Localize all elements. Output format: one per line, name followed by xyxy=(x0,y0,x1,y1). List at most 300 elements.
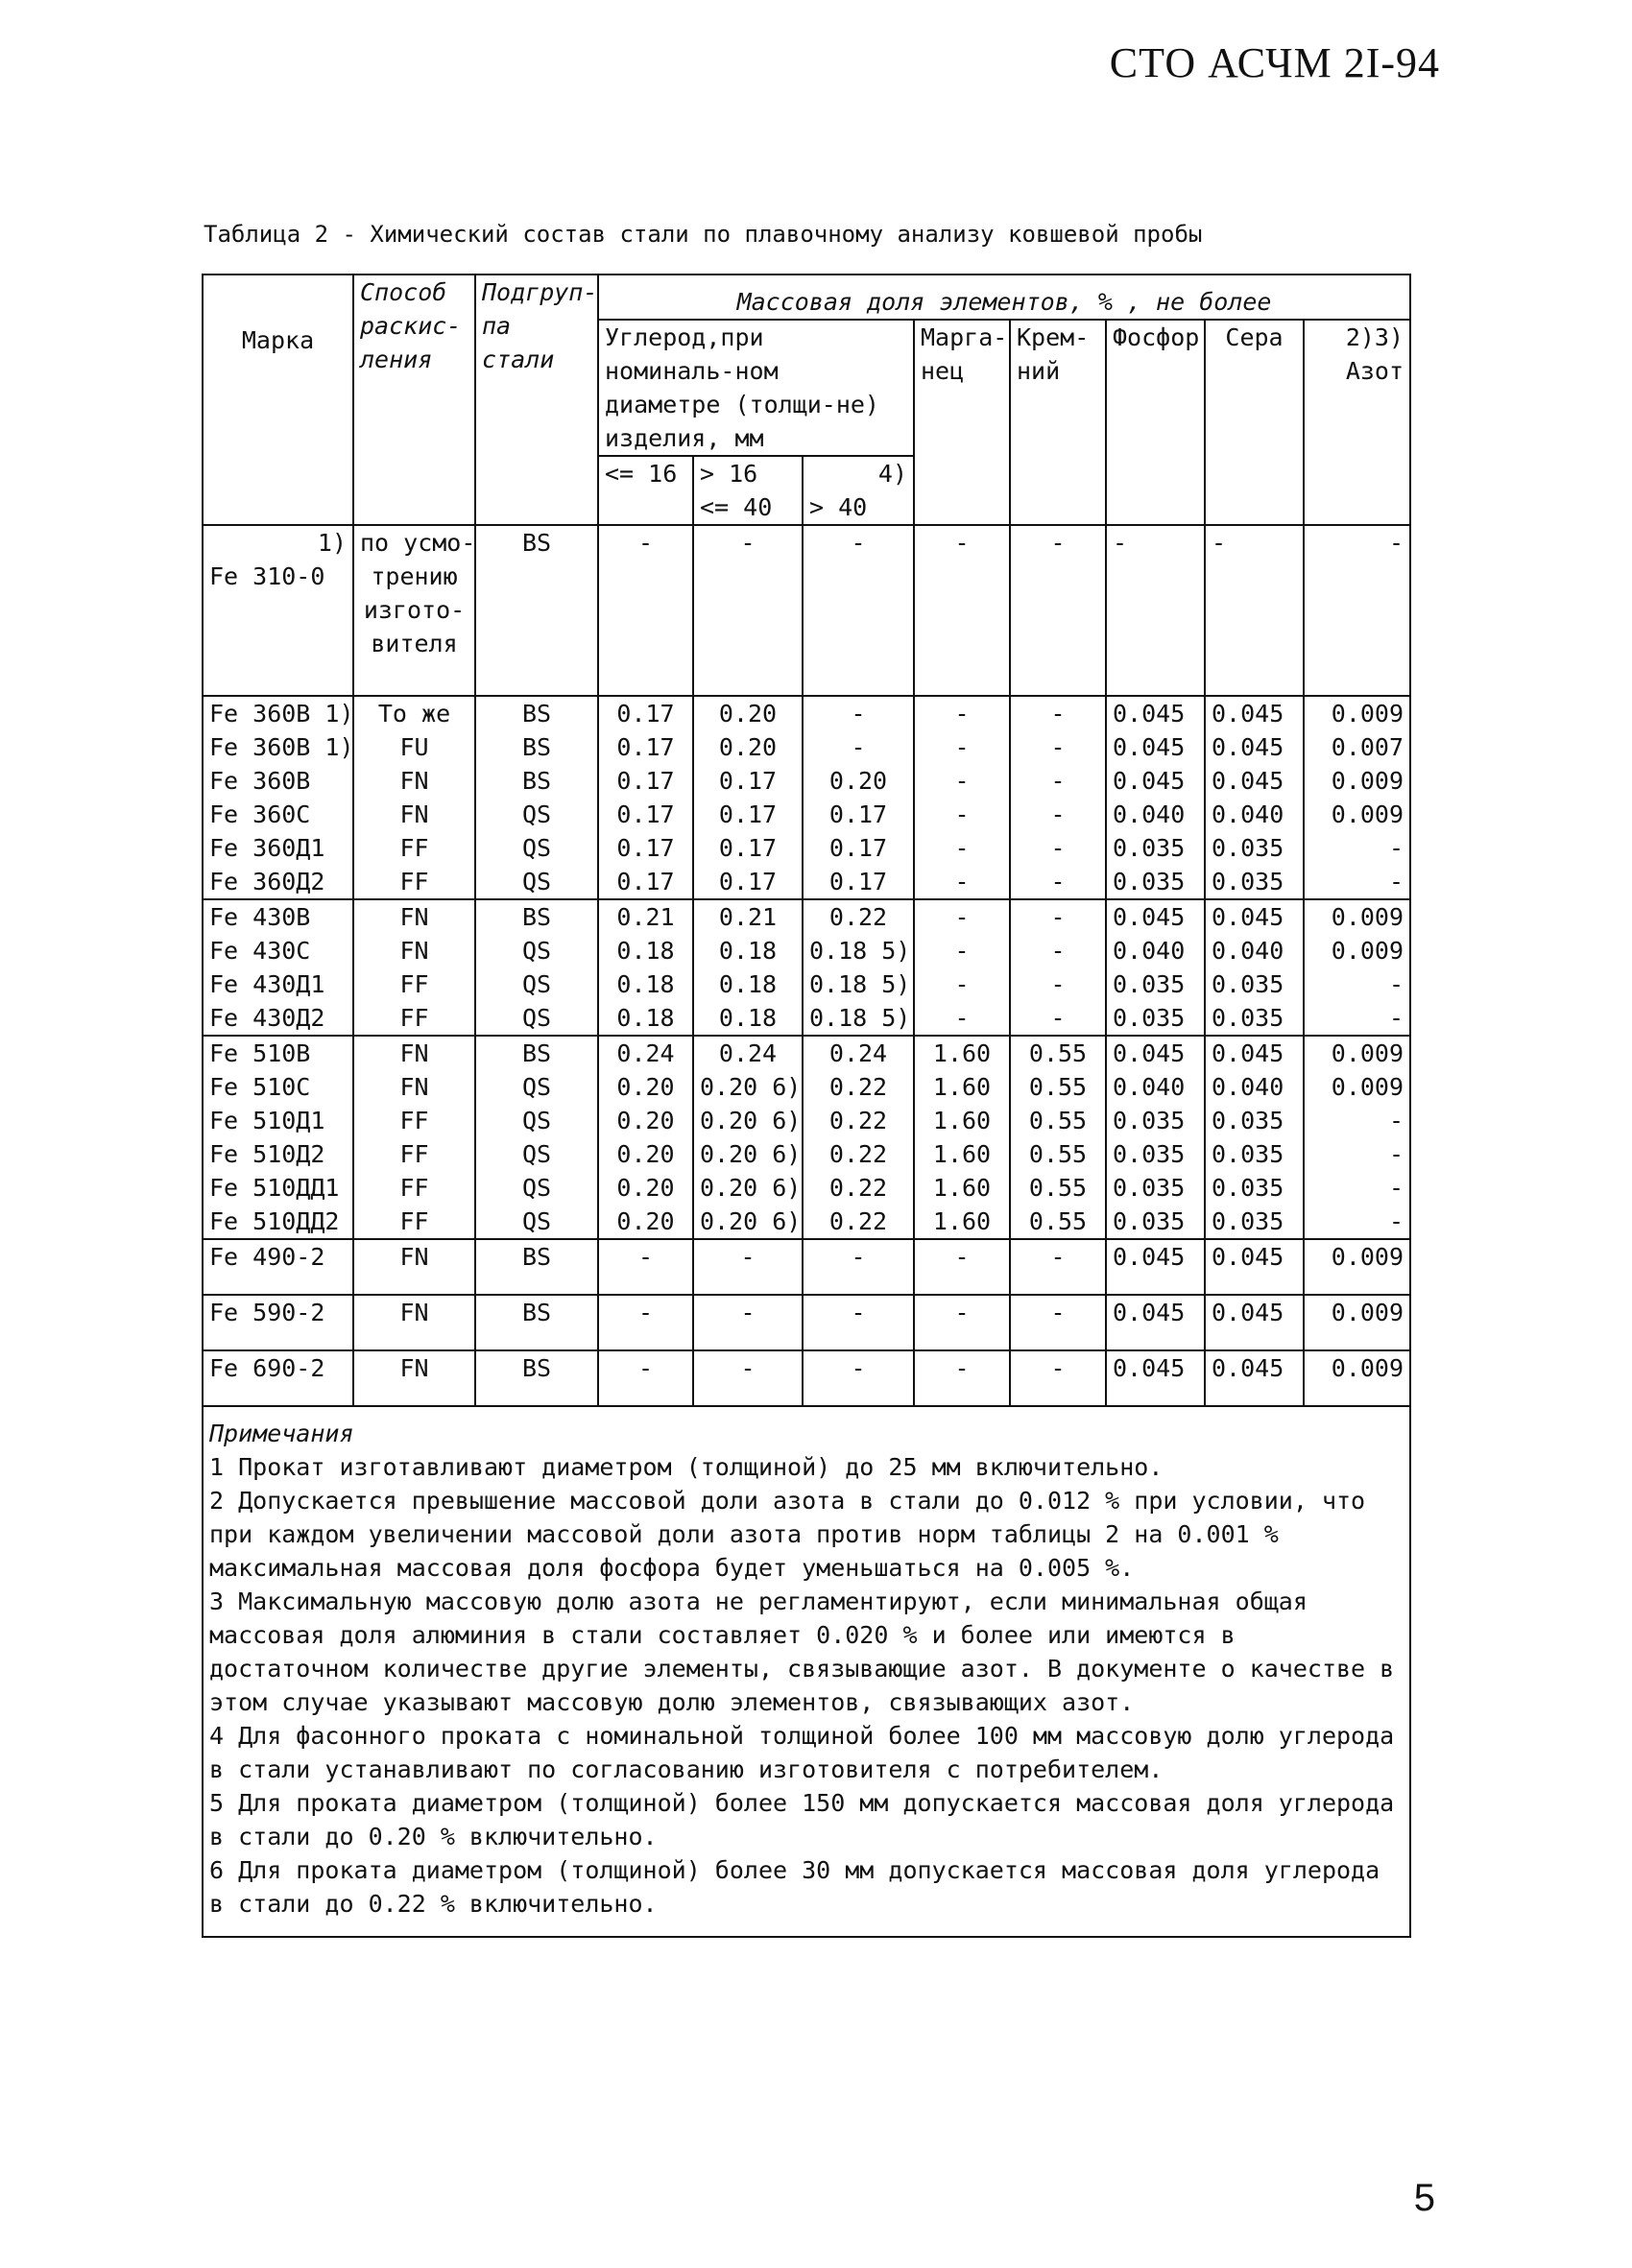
cell-line: 0.18 xyxy=(718,937,778,965)
cell-carbon-le16 xyxy=(598,696,693,899)
header-silicon: Крем-ний xyxy=(1010,320,1106,525)
cell-line: - xyxy=(1050,1354,1066,1382)
document-code: СТО АСЧМ 2I-94 xyxy=(1109,39,1440,86)
cell-line: FF xyxy=(399,834,429,862)
note-item: 2 Допускается превышение массовой доли азота в стали до 0.012 % при условии, что при каждом увеличении массовой доли азота против норм таблицы 2 на 0.001 % максимальная массовая доля фосфора будет уменьшаться на 0.005 %. xyxy=(209,1487,1366,1582)
cell-line: FU xyxy=(399,733,429,761)
cell-line: - xyxy=(740,529,756,557)
cell-line: - xyxy=(1050,903,1066,931)
cell-line: FN xyxy=(399,1299,429,1326)
cell-line: 0.18 5) xyxy=(809,1004,911,1032)
cell-line: 0.55 xyxy=(1028,1207,1088,1235)
cell-line: 0.20 6) xyxy=(700,1073,802,1101)
cell-line: FN xyxy=(399,903,429,931)
cell-line: 1.60 xyxy=(932,1107,992,1134)
cell-line: - xyxy=(1050,1004,1066,1032)
cell-line: - xyxy=(954,767,970,795)
cell-carbon-le16 xyxy=(598,1295,693,1350)
cell-line: 0.045 xyxy=(1113,1243,1186,1271)
cell-carbon-gt40 xyxy=(803,525,914,696)
cell-line: 0.17 xyxy=(828,868,888,895)
notes-section xyxy=(203,1406,1410,1937)
cell-line: 0.17 xyxy=(718,834,778,862)
cell-method xyxy=(353,1350,475,1406)
page-number: 5 xyxy=(1413,2177,1435,2219)
cell-line: 0.18 xyxy=(616,1004,675,1032)
cell-line: - xyxy=(1050,970,1066,998)
cell-line: - xyxy=(954,800,970,828)
cell-phosphorus xyxy=(1106,1036,1205,1239)
note-item: 3 Максимальную массовую долю азота не регламентируют, если минимальная общая массовая доля алюминия в стали составляет 0.020 % и более или имеются в достаточном количестве другие элементы, связывающие азот. В документе о качестве в этом случае указывают массовую долю элементов, связывающих азот. xyxy=(209,1588,1395,1716)
cell-line: FF xyxy=(399,868,429,895)
cell-carbon-16-40 xyxy=(693,1036,803,1239)
cell-line: Fe 360B 1) xyxy=(209,700,354,728)
table-row-group xyxy=(203,899,1410,1036)
cell-line: - xyxy=(1050,937,1066,965)
cell-line: 0.18 xyxy=(718,970,778,998)
cell-line: 0.035 xyxy=(1212,834,1284,862)
cell-silicon xyxy=(1010,1295,1106,1350)
notes-row xyxy=(203,1406,1410,1937)
cell-silicon xyxy=(1010,899,1106,1036)
cell-line: Fe 510Д2 xyxy=(209,1140,325,1168)
cell-carbon-16-40 xyxy=(693,525,803,696)
cell-sulfur xyxy=(1205,1036,1304,1239)
cell-line: - xyxy=(954,700,970,728)
cell-line: 0.17 xyxy=(616,868,675,895)
cell-line: Fe 510ДД1 xyxy=(209,1174,340,1202)
header-nitrogen-note: 2)3) xyxy=(1345,323,1404,351)
cell-method xyxy=(353,1036,475,1239)
cell-line: вителя xyxy=(371,630,458,657)
cell-sulfur xyxy=(1205,1295,1304,1350)
cell-manganese xyxy=(914,1036,1010,1239)
cell-nitrogen xyxy=(1304,1036,1410,1239)
cell-subgroup xyxy=(475,696,598,899)
cell-line: QS xyxy=(521,970,552,998)
cell-line: 0.045 xyxy=(1113,700,1186,728)
cell-line: 0.045 xyxy=(1113,767,1186,795)
cell-line: 0.20 xyxy=(718,700,778,728)
cell-line: - xyxy=(954,903,970,931)
cell-line: 0.17 xyxy=(616,700,675,728)
cell-line: 0.22 xyxy=(828,1207,888,1235)
table-row-group xyxy=(203,1295,1410,1350)
cell-line: 0.040 xyxy=(1113,1073,1186,1101)
cell-line: - xyxy=(954,834,970,862)
cell-line: Fe 360B xyxy=(209,767,311,795)
cell-line: 0.24 xyxy=(616,1039,675,1067)
cell-line: 0.040 xyxy=(1212,1073,1284,1101)
cell-line: - xyxy=(1050,767,1066,795)
cell-line: - xyxy=(1388,868,1404,895)
cell-line: 0.045 xyxy=(1212,1299,1284,1326)
cell-line: 0.009 xyxy=(1331,767,1404,795)
cell-line: 0.045 xyxy=(1212,903,1284,931)
cell-line: 1.60 xyxy=(932,1039,992,1067)
cell-line: 0.035 xyxy=(1113,1207,1186,1235)
note-item: 4 Для фасонного проката с номинальной толщиной более 100 мм массовую долю углерода в стали устанавливают по согласованию изготовителя с потребителем. xyxy=(209,1722,1395,1783)
cell-line: 0.20 xyxy=(718,733,778,761)
cell-method xyxy=(353,696,475,899)
cell-line: 0.035 xyxy=(1212,1107,1284,1134)
cell-line: 0.18 5) xyxy=(809,970,911,998)
cell-line: 0.55 xyxy=(1028,1107,1088,1134)
cell-line: - xyxy=(637,1299,654,1326)
cell-line: - xyxy=(637,1354,654,1382)
cell-line: 0.045 xyxy=(1113,903,1186,931)
cell-carbon-le16 xyxy=(598,1036,693,1239)
cell-line: 0.55 xyxy=(1028,1073,1088,1101)
cell-line: BS xyxy=(521,903,552,931)
note-item: 1 Прокат изготавливают диаметром (толщиной) до 25 мм включительно. xyxy=(209,1453,1164,1481)
cell-nitrogen xyxy=(1304,899,1410,1036)
cell-line: 0.20 xyxy=(616,1140,675,1168)
cell-line: QS xyxy=(521,800,552,828)
cell-phosphorus xyxy=(1106,1295,1205,1350)
cell-line: - xyxy=(851,1299,866,1326)
cell-mark xyxy=(203,1036,353,1239)
cell-carbon-gt40 xyxy=(803,1350,914,1406)
cell-line: - xyxy=(1388,1207,1404,1235)
cell-silicon xyxy=(1010,525,1106,696)
cell-line: 0.009 xyxy=(1331,1243,1404,1271)
cell-sulfur xyxy=(1205,899,1304,1036)
cell-manganese xyxy=(914,899,1010,1036)
cell-line: 0.009 xyxy=(1331,1299,1404,1326)
cell-line: QS xyxy=(521,1207,552,1235)
cell-phosphorus xyxy=(1106,1239,1205,1295)
cell-carbon-16-40 xyxy=(693,1295,803,1350)
cell-line: 0.55 xyxy=(1028,1039,1088,1067)
header-mass-fraction: Массовая доля элементов, % , не более xyxy=(598,275,1410,320)
cell-line: - xyxy=(637,529,654,557)
notes-title: Примечания xyxy=(209,1420,354,1447)
note-item: 5 Для проката диаметром (толщиной) более 150 мм допускается массовая доля углерода в стали до 0.20 % включительно. xyxy=(209,1789,1395,1850)
cell-line: QS xyxy=(521,1004,552,1032)
cell-carbon-16-40 xyxy=(693,899,803,1036)
cell-line: - xyxy=(954,1354,970,1382)
cell-line: 1.60 xyxy=(932,1207,992,1235)
cell-line: 0.035 xyxy=(1212,1207,1284,1235)
cell-phosphorus xyxy=(1106,525,1205,696)
cell-line: FN xyxy=(399,1073,429,1101)
header-mark: Марка xyxy=(203,275,353,525)
cell-nitrogen xyxy=(1304,1295,1410,1350)
cell-line: FF xyxy=(399,1207,429,1235)
cell-line: 0.22 xyxy=(828,1107,888,1134)
cell-mark xyxy=(203,1350,353,1406)
cell-mark xyxy=(203,696,353,899)
cell-line: 0.55 xyxy=(1028,1174,1088,1202)
cell-carbon-gt40 xyxy=(803,696,914,899)
header-sulfur: Сера xyxy=(1205,320,1304,525)
cell-line: Fe 510B xyxy=(209,1039,311,1067)
table-row-group xyxy=(203,1239,1410,1295)
cell-subgroup xyxy=(475,1350,598,1406)
cell-line: - xyxy=(1388,970,1404,998)
cell-carbon-gt40 xyxy=(803,1036,914,1239)
cell-line: - xyxy=(851,529,866,557)
cell-line: Fe 590-2 xyxy=(209,1299,325,1326)
cell-line: Fe 510Д1 xyxy=(209,1107,325,1134)
cell-line: 0.035 xyxy=(1113,834,1186,862)
cell-line: FF xyxy=(399,1004,429,1032)
table-row-group xyxy=(203,1036,1410,1239)
cell-carbon-gt40 xyxy=(803,899,914,1036)
cell-line: QS xyxy=(521,1140,552,1168)
cell-line: 1.60 xyxy=(932,1073,992,1101)
cell-method xyxy=(353,1239,475,1295)
cell-sulfur xyxy=(1205,696,1304,899)
cell-subgroup xyxy=(475,525,598,696)
cell-line: 0.009 xyxy=(1331,800,1404,828)
cell-line: - xyxy=(954,1243,970,1271)
cell-line: 0.20 xyxy=(828,767,888,795)
cell-line: 0.040 xyxy=(1212,937,1284,965)
cell-line: - xyxy=(1113,529,1128,557)
cell-line: Fe 510ДД2 xyxy=(209,1207,340,1235)
cell-line: - xyxy=(1388,834,1404,862)
cell-line: 0.18 xyxy=(718,1004,778,1032)
cell-line: - xyxy=(1050,800,1066,828)
cell-line: 0.20 xyxy=(616,1107,675,1134)
cell-carbon-16-40 xyxy=(693,696,803,899)
cell-line: BS xyxy=(521,1354,552,1382)
cell-line: - xyxy=(637,1243,654,1271)
cell-line: 0.009 xyxy=(1331,937,1404,965)
cell-line: QS xyxy=(521,868,552,895)
cell-line: - xyxy=(1388,1140,1404,1168)
cell-line: FF xyxy=(399,970,429,998)
cell-nitrogen xyxy=(1304,525,1410,696)
cell-line: Fe 360B 1) xyxy=(209,733,354,761)
cell-line: - xyxy=(1050,1243,1066,1271)
cell-line: - xyxy=(1388,1107,1404,1134)
cell-line: FN xyxy=(399,1039,429,1067)
cell-line: 0.009 xyxy=(1331,1073,1404,1101)
cell-line: 0.035 xyxy=(1113,1107,1186,1134)
cell-line: 0.045 xyxy=(1212,767,1284,795)
cell-nitrogen xyxy=(1304,1239,1410,1295)
cell-line: 0.035 xyxy=(1113,1174,1186,1202)
cell-line: Fe 430B xyxy=(209,903,311,931)
cell-line: 1.60 xyxy=(932,1140,992,1168)
cell-line: 0.035 xyxy=(1212,1174,1284,1202)
cell-line: 0.040 xyxy=(1113,800,1186,828)
cell-line: 0.040 xyxy=(1212,800,1284,828)
table-row-group xyxy=(203,696,1410,899)
cell-line: FN xyxy=(399,1354,429,1382)
cell-line: BS xyxy=(521,733,552,761)
cell-line: QS xyxy=(521,1073,552,1101)
cell-line: - xyxy=(954,868,970,895)
cell-line: трению xyxy=(371,562,458,590)
cell-carbon-le16 xyxy=(598,1239,693,1295)
cell-line: - xyxy=(851,1354,866,1382)
cell-line: - xyxy=(1050,1299,1066,1326)
cell-subgroup xyxy=(475,1295,598,1350)
cell-line: 0.18 xyxy=(616,970,675,998)
cell-method xyxy=(353,1295,475,1350)
cell-line: 1.60 xyxy=(932,1174,992,1202)
cell-line: - xyxy=(954,970,970,998)
cell-line: 0.18 xyxy=(616,937,675,965)
cell-line: 0.035 xyxy=(1212,1004,1284,1032)
cell-line: Fe 430Д2 xyxy=(209,1004,325,1032)
cell-line: 0.045 xyxy=(1212,1039,1284,1067)
cell-line: - xyxy=(954,733,970,761)
cell-line: - xyxy=(954,529,970,557)
cell-line: 0.045 xyxy=(1113,1039,1186,1067)
cell-line: - xyxy=(1050,700,1066,728)
cell-line: Fe 310-0 xyxy=(209,562,325,590)
cell-phosphorus xyxy=(1106,696,1205,899)
cell-line: BS xyxy=(521,1039,552,1067)
cell-mark xyxy=(203,1295,353,1350)
cell-line: - xyxy=(1050,868,1066,895)
cell-line: 0.17 xyxy=(616,733,675,761)
header-nitrogen xyxy=(1304,320,1410,525)
cell-line: Fe 490-2 xyxy=(209,1243,325,1271)
cell-line: Fe 690-2 xyxy=(209,1354,325,1382)
cell-line: - xyxy=(1050,529,1066,557)
cell-carbon-le16 xyxy=(598,899,693,1036)
cell-line: BS xyxy=(521,1243,552,1271)
cell-line: FN xyxy=(399,767,429,795)
cell-subgroup xyxy=(475,1036,598,1239)
cell-line: Fe 360Д2 xyxy=(209,868,325,895)
cell-line: QS xyxy=(521,834,552,862)
cell-line: - xyxy=(1388,1004,1404,1032)
cell-line: 0.035 xyxy=(1113,868,1186,895)
cell-line: 0.22 xyxy=(828,1073,888,1101)
cell-line: 0.17 xyxy=(828,834,888,862)
cell-line: 0.20 6) xyxy=(700,1140,802,1168)
cell-line: - xyxy=(1050,834,1066,862)
cell-nitrogen xyxy=(1304,1350,1410,1406)
cell-silicon xyxy=(1010,1036,1106,1239)
cell-manganese xyxy=(914,696,1010,899)
cell-line: - xyxy=(954,1004,970,1032)
chemical-composition-table xyxy=(202,274,1411,1938)
cell-line: Fe 360Д1 xyxy=(209,834,325,862)
table-row-group xyxy=(203,1350,1410,1406)
cell-line: 0.009 xyxy=(1331,903,1404,931)
cell-line: QS xyxy=(521,1174,552,1202)
cell-line: 0.009 xyxy=(1331,1039,1404,1067)
cell-mark xyxy=(203,899,353,1036)
cell-line: То же xyxy=(377,700,451,728)
cell-line: - xyxy=(740,1243,756,1271)
cell-silicon xyxy=(1010,696,1106,899)
cell-line: 0.20 xyxy=(616,1207,675,1235)
cell-line: 0.20 6) xyxy=(700,1107,802,1134)
cell-line: 1) xyxy=(317,529,347,557)
cell-line: 0.045 xyxy=(1212,1243,1284,1271)
cell-line: изгото- xyxy=(363,596,466,624)
cell-line: 0.22 xyxy=(828,1174,888,1202)
cell-line: FN xyxy=(399,800,429,828)
cell-line: Fe 430C xyxy=(209,937,311,965)
cell-sulfur xyxy=(1205,1350,1304,1406)
cell-line: 0.17 xyxy=(718,767,778,795)
cell-line: 0.045 xyxy=(1113,1354,1186,1382)
cell-manganese xyxy=(914,1350,1010,1406)
header-nitrogen-label: Азот xyxy=(1345,357,1404,385)
cell-line: 0.20 xyxy=(616,1174,675,1202)
cell-carbon-le16 xyxy=(598,525,693,696)
cell-line: 0.035 xyxy=(1212,868,1284,895)
cell-line: 0.045 xyxy=(1113,733,1186,761)
cell-line: 0.21 xyxy=(616,903,675,931)
cell-line: 0.17 xyxy=(616,800,675,828)
cell-sulfur xyxy=(1205,1239,1304,1295)
note-item: 6 Для проката диаметром (толщиной) более 30 мм допускается массовая доля углерода в стали до 0.22 % включительно. xyxy=(209,1856,1380,1918)
cell-line: FF xyxy=(399,1140,429,1168)
cell-line: 0.18 5) xyxy=(809,937,911,965)
cell-line: 0.035 xyxy=(1113,1140,1186,1168)
cell-line: 0.24 xyxy=(718,1039,778,1067)
cell-line: 0.007 xyxy=(1331,733,1404,761)
cell-line: 0.035 xyxy=(1113,970,1186,998)
cell-mark xyxy=(203,525,353,696)
cell-line: QS xyxy=(521,1107,552,1134)
header-carbon: Углерод,при номиналь-ном диаметре (толщи-не) изделия, мм xyxy=(598,320,914,456)
cell-line: 0.17 xyxy=(616,767,675,795)
cell-line: BS xyxy=(521,767,552,795)
cell-phosphorus xyxy=(1106,899,1205,1036)
cell-nitrogen xyxy=(1304,696,1410,899)
cell-line: 0.035 xyxy=(1113,1004,1186,1032)
cell-subgroup xyxy=(475,1239,598,1295)
cell-line: 0.20 6) xyxy=(700,1207,802,1235)
cell-line: FN xyxy=(399,937,429,965)
cell-line: - xyxy=(954,1299,970,1326)
cell-line: FF xyxy=(399,1174,429,1202)
cell-manganese xyxy=(914,525,1010,696)
cell-line: QS xyxy=(521,937,552,965)
cell-carbon-gt40 xyxy=(803,1295,914,1350)
cell-line: 0.20 6) xyxy=(700,1174,802,1202)
cell-line: 0.045 xyxy=(1212,700,1284,728)
header-carbon-le16: <= 16 xyxy=(598,456,693,525)
cell-line: 0.035 xyxy=(1212,1140,1284,1168)
cell-line: - xyxy=(954,937,970,965)
cell-line: - xyxy=(851,700,866,728)
cell-line: 0.17 xyxy=(718,868,778,895)
cell-line: по усмо- xyxy=(360,529,476,557)
cell-line: 0.045 xyxy=(1212,1354,1284,1382)
cell-line: - xyxy=(851,1243,866,1271)
cell-line: 0.040 xyxy=(1113,937,1186,965)
cell-line: - xyxy=(1212,529,1227,557)
cell-line: Fe 360C xyxy=(209,800,311,828)
header-manganese: Марга-нец xyxy=(914,320,1010,525)
cell-line: BS xyxy=(521,1299,552,1326)
table-caption: Таблица 2 - Химический состав стали по плавочному анализу ковшевой пробы xyxy=(204,221,1203,248)
cell-manganese xyxy=(914,1295,1010,1350)
cell-silicon xyxy=(1010,1350,1106,1406)
table-row-group xyxy=(203,525,1410,696)
cell-line: 0.009 xyxy=(1331,700,1404,728)
cell-manganese xyxy=(914,1239,1010,1295)
cell-line: 0.17 xyxy=(616,834,675,862)
cell-carbon-16-40 xyxy=(693,1239,803,1295)
header-deoxidation-method: Способ раскис-ления xyxy=(353,275,475,525)
cell-mark xyxy=(203,1239,353,1295)
cell-method xyxy=(353,899,475,1036)
